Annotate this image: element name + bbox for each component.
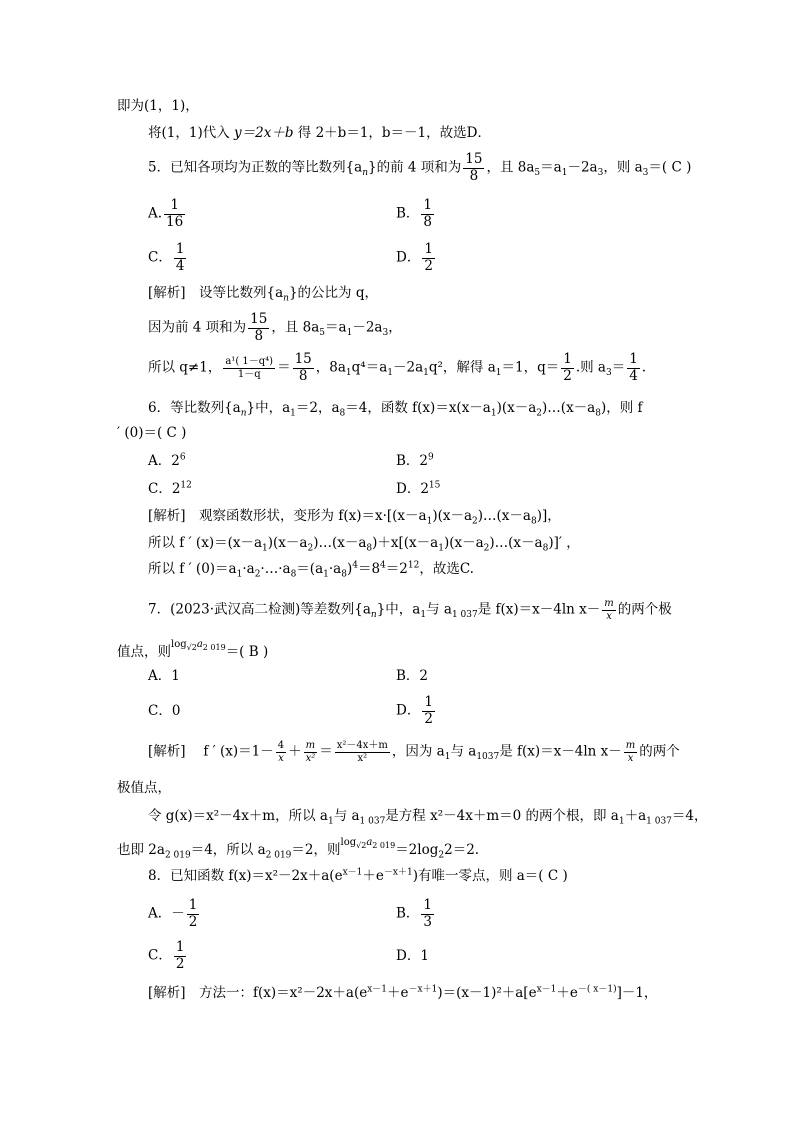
question-7-stem-cont: 值点，则$\log_{√2}a_{2 019}=$( B ) — [117, 639, 269, 660]
option-d: D．1 — [396, 948, 429, 964]
text-line: 将(1，1)代入 y＝2x＋b 得 2＋b＝1，b＝－1，故选D． — [148, 125, 491, 141]
question-6-stem: 6．等比数列$\{a_n\}$中，$a_1=2$，$a_8=4$，函数 $f(x)=x(x-a_1)(x-a_2)\dots(x-a_8)$，则 f — [148, 400, 643, 419]
solution-line: 所以 q≠1， $\frac{\text{a¹( 1－q⁴)}}{1-q}$ ＝ $\frac{15}{8}$ ，$8a_1q^4=a_1-2a_1q^2$，解得 $a_1=1$，q＝ $\frac{1}{2}$ .则 $a_3=$ $\frac{1}{4}$ . — [148, 351, 647, 384]
option-c: C． $\frac{1}{4}$ — [148, 241, 185, 274]
option-b: B． $\frac{1}{3}$ — [396, 897, 433, 930]
option-c: C．$2^{12}$ — [148, 480, 192, 497]
option-b: B． $\frac{1}{8}$ — [396, 197, 433, 230]
solution-line: 所以 f ′ $(0)=a_1\cdot a_2\cdot\dots\cdot a_8=(a_1\cdot a_8)^4=8^4=2^{12}$，故选C. — [148, 560, 474, 580]
question-8-stem: 8．已知函数 $f(x)=x^2-2x+a(e^{x-1}+e^{-x+1})$有唯一零点，则 a＝( C ) — [148, 867, 568, 884]
option-d: D． $\frac{1}{2}$ — [396, 694, 433, 727]
solution-line: [解析] f ′ (x)＝1－ $\frac{4}{x}$ ＋ $\frac{m}{\text{x²}}$ ＝ $\frac{\text{x²－4x＋m}}{\text{x²}}$ ，因为 $a_1$与 $a_{1037}$是 f(x)＝x－4ln x－ $\frac{m}{x}$ 的两个 — [148, 740, 680, 764]
option-a: A．1 — [148, 668, 180, 684]
solution-line: [解析] 设等比数列$\{a_n\}$的公比为 q， — [148, 285, 378, 304]
solution-line: [解析] 方法一：$f(x)=x^2-2x+a(e^{x-1}+e^{-x+1})=(x-1)^2+a[e^{x-1}+e^{-( x-1)}]-1$， — [148, 984, 658, 1001]
question-6-stem-cont: ′ (0)＝( C ) — [117, 425, 187, 441]
question-7-stem: 7．(2023·武汉高二检测)等差数列$\{a_n\}$中，$a_1$与 $a_{1 037}$是 f(x)＝x－4ln x－ $\frac{m}{x}$ 的两个极 — [148, 598, 672, 622]
question-5-stem: 5．已知各项均为正数的等比数列$\{a_n\}$的前 4 项和为 $\frac{15}{8}$ ，且 $8a_5=a_1-2a_3$，则 $a_3=$( C ) — [148, 151, 692, 184]
option-c: C．0 — [148, 703, 181, 719]
option-a: A．$2^6$ — [148, 452, 186, 469]
option-d: D． $\frac{1}{2}$ — [396, 241, 433, 274]
option-b: B．$2^9$ — [396, 452, 434, 469]
solution-line: 所以 f ′ $(x)=(x-a_1)(x-a_2)\dots(x-a_8)+x[(x-a_1)(x-a_2)\dots(x-a_8)]'$ ， — [148, 535, 580, 554]
option-a: A．－ $\frac{1}{2}$ — [148, 897, 198, 930]
solution-line: 也即 $2a_{2 019}=4$，所以 $a_{2 019}=2$，则$\log_{√2}a_{2 019}=2\log_22=2$. — [117, 837, 480, 861]
option-b: B．2 — [396, 668, 429, 684]
option-a: A. $\frac{1}{16}$ — [148, 197, 184, 230]
solution-line: [解析] 观察函数形状，变形为 $f(x)=x\cdot[(x-a_1)(x-a_2)\dots(x-a_8)]$， — [148, 508, 561, 527]
option-d: D．$2^{15}$ — [396, 480, 441, 497]
text-line: 即为(1，1)， — [117, 98, 199, 114]
solution-line: 令 g(x)＝x²－4x＋m，所以 $a_1$与 $a_{1 037}$是方程 x²－4x＋m＝0 的两个根，即 $a_1+a_{1 037}=4$， — [148, 808, 708, 827]
solution-line: 极值点， — [117, 780, 171, 796]
option-c: C． $\frac{1}{2}$ — [148, 939, 185, 972]
solution-line: 因为前 4 项和为 $\frac{15}{8}$ ，且 $8a_5=a_1-2a_3$， — [148, 311, 402, 344]
